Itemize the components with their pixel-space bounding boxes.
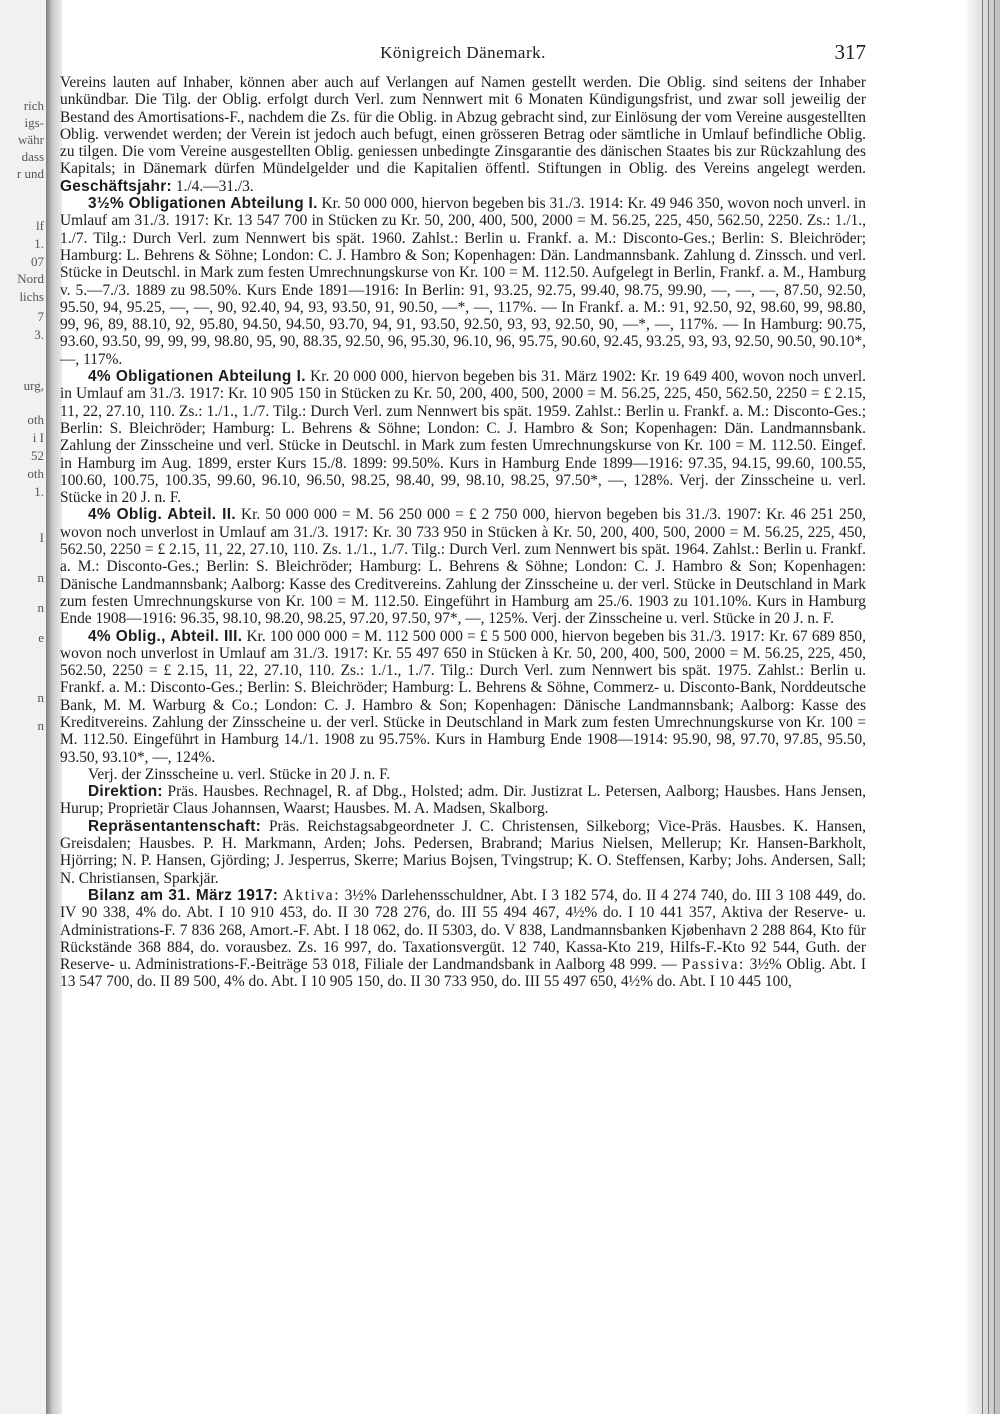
paragraph-limitation	[60, 766, 866, 783]
margin-fragment: r und	[16, 166, 44, 181]
margin-fragment: lichs	[19, 289, 44, 304]
page-number: 317	[834, 40, 866, 64]
margin-fragment: 3.	[34, 327, 44, 342]
paragraph-bond-abt-1-3-5	[60, 195, 866, 368]
margin-fragment: n	[37, 690, 44, 705]
margin-fragment: oth	[27, 466, 44, 481]
page-edge	[966, 0, 1000, 1414]
running-title: Königreich Dänemark.	[380, 43, 546, 62]
paragraph-text: Kr. 50 000 000 = M. 56 250 000 = £ 2 750 000, hiervon begeben bis 31./3. 1907: Kr. 46 251 250, wovon noch unverlost in Umlauf am 31./3. 1917: Kr. 30 733 950 in Stücken à Kr. 50, 200, 400, 500, 2000 = M. 56.25, 225, 450, 562.50, 2250 = £ 2.15, 11, 22, 27.10, 110. Zs. 1./1., 1./7. Tilg.: Durch Verl. zum Nennwert bis spät. 1964. Zahlst.: Berlin u. Frankf. a. M.: Disconto-Ges.; Berlin: S. Bleichröder; Hamburg: L. Behrens & Söhne; London: C. J. Hambro & Son; Kopenhagen: Dänische Landmannsbank; Aalborg: Kasse des Creditvereins. Zahlung der Zinsscheine u. der verl. Stücke in Deutschland in Mark zum festen Umrechnungskurse von Kr. 100 = M. 112.50. Eingeführt in Hamburg am 25./6. 1903 zu 101.10%. Kurs in Hamburg Ende 1908—1916: 96.35, 98.10, 98.20, 98.25, 97.20, 97.50, 97*, —, 125%. Verj. der Zinsscheine u. verl. Stücke in 20 J. n. F.	[60, 506, 866, 628]
margin-fragment: 52	[31, 448, 44, 463]
paragraph-bond-abt-1-4	[60, 368, 866, 506]
section-heading: 3½% Obligationen Abteilung I.	[88, 195, 318, 213]
margin-fragment: n	[37, 570, 44, 585]
paragraph-text: 3½% Oblig. Abt. I 13 547 700, do. II 89 500, 4% do. Abt. I 10 905 150, do. II 30 733 950, do. III 55 497 650, 4½% do. Abt. I 10 445 100,	[60, 956, 866, 991]
paragraph-text: Präs. Hausbes. Rechnagel, R. af Dbg., Holsted; adm. Dir. Justizrat L. Petersen, Aalborg; Hausbes. Hans Jensen, Hurup; Proprietär Claus Johannsen, Waarst; Hausbes. M. A. Madsen, Skalborg.	[60, 783, 866, 818]
margin-fragment: igs-	[24, 115, 44, 130]
margin-fragment: Nord	[17, 271, 44, 286]
margin-fragment: lf	[36, 218, 44, 233]
margin-fragment: I	[39, 530, 44, 545]
paragraph-bond-abt-2	[60, 506, 866, 627]
margin-fragment: e	[38, 630, 44, 645]
running-header	[60, 40, 866, 74]
section-heading: Bilanz am 31. März 1917:	[88, 886, 279, 904]
margin-fragment: 7	[37, 309, 44, 324]
paragraph-text: Vereins lauten auf Inhaber, können aber auch auf Verlangen auf Namen gestellt werden. Die Oblig. sind seitens der Inhaber unkündbar. Die Tilg. der Oblig. erfolgt durch Verl. zum Nennwert mit 6 Monaten Kündigungsfrist, und zwar soll jeweilig der Bestand des Amortisations-F., nachdem die Zs. für die Oblig. in Abzug gebracht sind, zur Einlösung der vom Vereine ausgestellten Oblig. verwendet werden; der Verein ist jedoch auch befugt, einen grösseren Betrag oder sämtliche in Umlauf befindliche Oblig. zu tilgen. Die vom Vereine ausgestellten Oblig. geniessen unbedingte Zinsgarantie des dänischen Staates bis zur Rückzahlung des Kapitals; in Dänemark dürfen Mündelgelder und die Kapitalien öffentl. Stiftungen in Oblig. des Vereins angelegt werden.	[60, 74, 866, 178]
document-page	[60, 40, 866, 991]
section-heading: Geschäftsjahr:	[60, 177, 172, 195]
section-heading: 4% Oblig. Abteil. II.	[88, 506, 236, 524]
paragraph-text: Kr. 100 000 000 = M. 112 500 000 = £ 5 500 000, hiervon begeben bis 31./3. 1917: Kr. 67 689 850, wovon noch unverlost in Umlauf am 31./3. 1917: Kr. 55 497 650 in Stücken à Kr. 50, 200, 400, 500, 2000 = M. 56.25, 225, 450, 562.50, 2250 = £ 2.15, 11, 22, 27.10, 110. Zs.: 1./1., 1./7. Tilg.: Durch Verl. zum Nennwert bis spät. 1975. Zahlst.: Berlin u. Frankf. a. M.: Disconto-Ges.; Berlin: S. Bleichröder; Hamburg: L. Behrens & Söhne, Commerz- u. Disconto-Bank, Norddeutsche Bank, M. M. Warburg & Co.; London: C. J. Hambro & Son; Kopenhagen: Dänische Landmannsbank; Aalborg: Kasse des Kreditvereins. Zahlung der Zinsscheine u. der verl. Stücke in Deutschland in Mark zum festen Umrechnungskurse von Kr. 100 = M. 112.50. Eingeführt in Hamburg 14./1. 1908 zu 95.75%. Kurs in Hamburg Ende 1908—1914: 95.90, 98, 97.70, 97.85, 95.50, 93.50, 93.10*, —, 124%.	[60, 627, 866, 766]
margin-fragment: n	[37, 600, 44, 615]
margin-fragment: 1.	[34, 236, 44, 251]
section-heading: Direktion:	[88, 783, 163, 801]
section-heading: Repräsentantenschaft:	[88, 817, 262, 835]
margin-fragment: i I	[32, 430, 44, 445]
paragraph-text: Präs. Reichstagsabgeordneter J. C. Christensen, Silkeborg; Vice-Präs. Hausbes. K. Hansen, Greisdalen; Hausbes. P. H. Markmann, Arden; Johs. Pedersen, Brabrand; Marius Nielsen, Mellerup; Kr. Hansen-Barkholt, Hjörring; N. P. Hansen, Gjörding; J. Jesperrus, Skerre; Marius Bojsen, Tvingstrup; K. O. Steffensen, Karby; Johs. Andersen, Sall; N. Christiansen, Sparkjär.	[60, 817, 866, 887]
margin-fragment: rich	[23, 98, 44, 113]
paragraph-text: 3½% Darlehensschuldner, Abt. I 3 182 574, do. II 4 274 740, do. III 3 108 449, do. IV 90 338, 4% do. Abt. I 10 910 453, do. II 30 728 276, do. III 55 494 467, 4½% do. I 10 441 357, Aktiva der Reserve- u. Administrations-F. 7 836 268, Amort.-F. Abt. I 18 062, do. II 5303, do. V 838, Landmannsbanken Kjøbenhavn 2 288 864, Kto für Rückstände 368 884, do. vorausbez. Zs. 16 997, do. Taxationsvergüt. 12 740, Kassa-Kto 219, Hilfs-F.-Kto 92 544, Guth. der Reserve- u. Administrations-F.-Beiträge 53 018, Filiale der Landmandsbank in Aalborg 48 999. —	[60, 886, 866, 974]
paragraph-repraesentantenschaft	[60, 818, 866, 887]
margin-fragment: 07	[31, 254, 44, 269]
paragraph-text: Verj. der Zinsscheine u. verl. Stücke in 20 J. n. F.	[88, 765, 391, 783]
paragraph-bilanz	[60, 887, 866, 991]
paragraph-intro	[60, 74, 866, 195]
margin-fragment: währ	[18, 132, 44, 147]
margin-fragment: 1.	[34, 484, 44, 499]
adjacent-page-margin	[0, 0, 48, 1414]
margin-fragment: oth	[27, 412, 44, 427]
passiva-label: Passiva:	[681, 956, 745, 974]
margin-fragment: urg,	[23, 378, 44, 393]
paragraph-bond-abt-3	[60, 628, 866, 766]
margin-fragment: n	[37, 718, 44, 733]
paragraph-text: Kr. 20 000 000, hiervon begeben bis 31. März 1902: Kr. 19 649 400, wovon noch unverl. in Umlauf am 31./3. 1917: Kr. 10 905 150 in Stücken zu Kr. 50, 200, 400, 500, 2000 = M. 56.25, 225, 450, 562.50, 2250 = £ 2.15, 11, 22, 27.10, 110. Zs.: 1./1., 1./7. Tilg.: Durch Verl. zum Nennwert bis spät. 1959. Zahlst.: Berlin u. Frankf. a. M.: Disconto-Ges.; Berlin: S. Bleichröder; Hamburg: L. Behrens & Söhne; London: C. J. Hambro & Son; Kopenhagen: Dän. Landmannsbank. Zahlung der Zinsscheine und verl. Stücke in Deutschl. in Mark zum festen Umrechnungskurse von Kr. 100 = M. 112.50. Eingef. in Hamburg im Aug. 1899, erster Kurs 15./8. 1899: 99.50%. Kurs in Hamburg Ende 1899—1916: 97.35, 94.15, 99.60, 100.55, 100.60, 100.75, 100.35, 99.60, 96.10, 96.50, 98.25, 98.40, 99, 98.10, 98.25, 97.50*, —, 128%. Verj. der Zinsscheine u. verl. Stücke in 20 J. n. F.	[60, 368, 866, 507]
paragraph-text: Kr. 50 000 000, hiervon begeben bis 31./3. 1914: Kr. 49 946 350, wovon noch unverl. in Umlauf am 31./3. 1917: Kr. 13 547 700 in Stücken zu Kr. 50, 200, 400, 500, 2000 = M. 56.25, 225, 450, 562.50, 2250. Zs.: 1./1., 1./7. Tilg.: Durch Verl. zum Nennwert bis spät. 1960. Zahlst.: Berlin u. Frankf. a. M.: Disconto-Ges.; Berlin: S. Bleichröder; Hamburg: L. Behrens & Söhne; London: C. J. Hambro & Son; Kopenhagen: Dän. Landmannsbank. Zahlung d. Zinssch. und verl. Stücke in Deutschl. in Mark zum festen Umrechnungskurse von Kr. 100 = M. 112.50. Aufgelegt in Berlin, Frankf. a. M., Hamburg v. 5.—7./3. 1889 zu 98.50%. Kurs Ende 1891—1916: In Berlin: 91, 93.25, 92.75, 99.40, 98.75, 99.90, —, —, —, 87.50, 92.50, 95.50, 94, 95.25, —, —, 90, 92.40, 94, 93, 93.50, 91, 90.50, —*, —, 117%. — In Frankf. a. M.: 91, 92.50, 92, 98.60, 99, 98.80, 99, 96, 89, 88.10, 92, 95.80, 94.50, 94.50, 93.70, 94, 91, 93.50, 92.50, 93, 93, 92.50, 90, —*, —, 117%. — In Hamburg: 90.75, 93.60, 93.50, 99, 99, 99, 98.80, 95, 90, 88.35, 92.50, 96, 95.30, 96.10, 96, 95.75, 90.60, 92.45, 93.25, 93, 93, 92.50, 90.50, 90.10*, —, 117%.	[60, 195, 866, 368]
paragraph-text: 1./4.—31./3.	[175, 177, 254, 195]
section-heading: 4% Oblig., Abteil. III.	[88, 627, 243, 645]
section-heading: 4% Obligationen Abteilung I.	[88, 368, 306, 386]
paragraph-direktion	[60, 783, 866, 818]
aktiva-label: Aktiva:	[282, 886, 341, 904]
margin-fragment: dass	[21, 149, 44, 164]
